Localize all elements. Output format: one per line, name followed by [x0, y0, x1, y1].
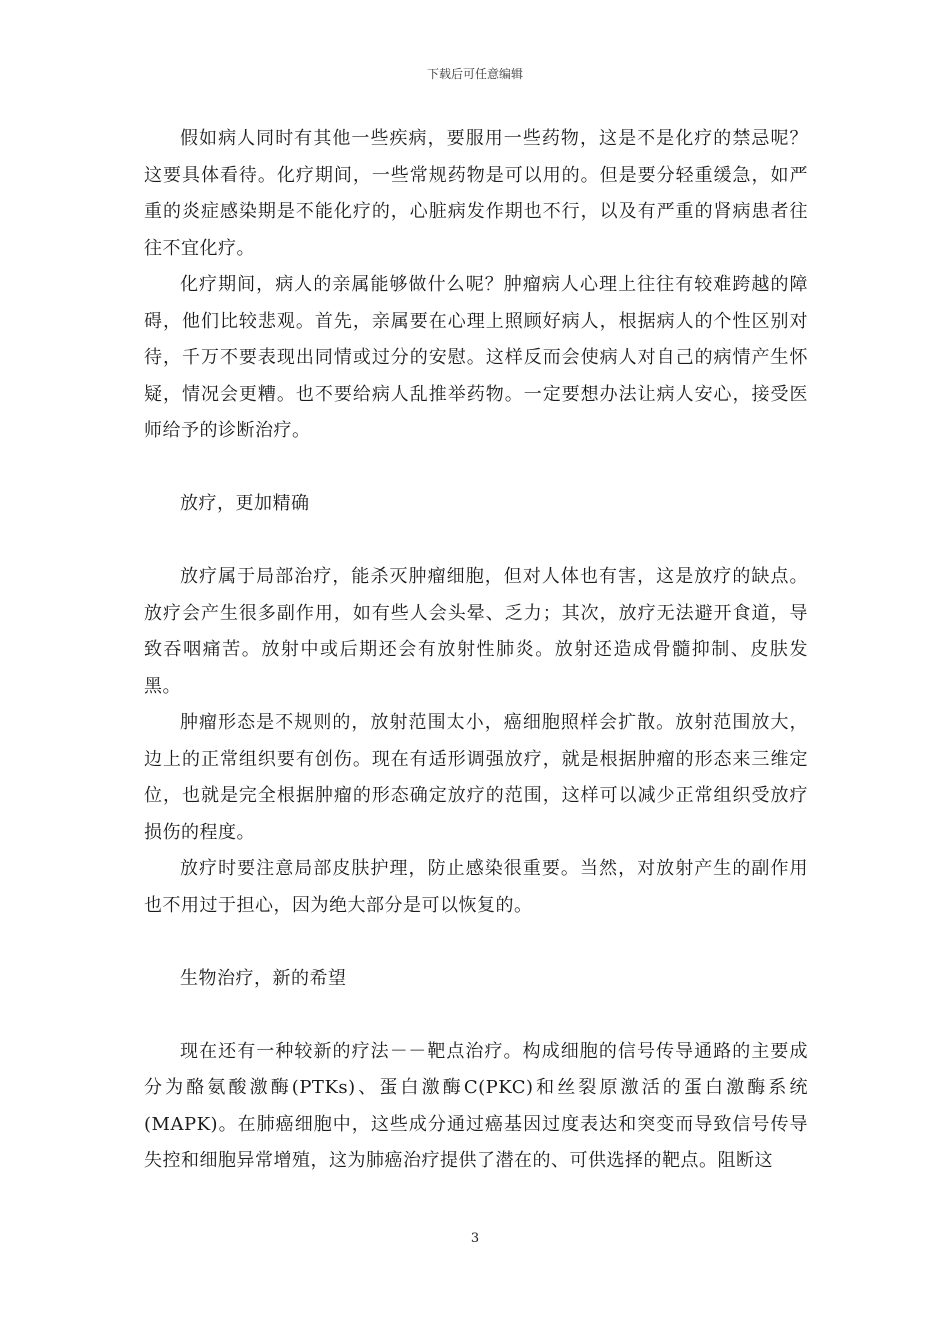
- paragraph-radiotherapy-range: 肿瘤形态是不规则的，放射范围太小，癌细胞照样会扩散。放射范围放大，边上的正常组织要有创伤。现在有适形调强放疗，就是根据肿瘤的形态来三维定位，也就是完全根据肿瘤的形态确定放疗的范围，这样可以减少正常组织受放疗损伤的程度。: [144, 712, 808, 843]
- spacer: [144, 997, 808, 1034]
- spacer: [144, 523, 808, 560]
- page-header: 下载后可任意编辑: [426, 67, 523, 81]
- section-heading-biotherapy: 生物治疗，新的希望: [180, 967, 347, 989]
- paragraph-radiotherapy-skin-care: 放疗时要注意局部皮肤护理，防止感染很重要。当然，对放射产生的副作用也不用过于担心，因为绝大部分是可以恢复的。: [144, 858, 808, 916]
- document-body: [144, 121, 808, 1180]
- paragraph-radiotherapy-side-effects: 放疗属于局部治疗，能杀灭肿瘤细胞，但对人体也有害，这是放疗的缺点。放疗会产生很多副作用，如有些人会头晕、乏力；其次，放疗无法避开食道，导致吞咽痛苦。放射中或后期还会有放射性肺炎。放射还造成骨髓抑制、皮肤发黑。: [144, 566, 808, 697]
- paragraph-targeted-therapy: 现在还有一种较新的疗法－－靶点治疗。构成细胞的信号传导通路的主要成分为酪氨酸激酶(PTKs)、蛋白激酶C(PKC)和丝裂原激活的蛋白激酶系统(MAPK)。在肺癌细胞中，这些成分通过癌基因过度表达和突变而导致信号传导失控和细胞异常增殖，这为肺癌治疗提供了潜在的、可供选择的靶点。阻断这: [144, 1040, 808, 1171]
- spacer: [144, 450, 808, 487]
- paragraph-chemo-contraindications: 假如病人同时有其他一些疾病，要服用一些药物，这是不是化疗的禁忌呢？这要具体看待。化疗期间，一些常规药物是可以用的。但是要分轻重缓急，如严重的炎症感染期是不能化疗的，心脏病发作期也不行，以及有严重的肾病患者往往不宜化疗。: [144, 128, 808, 259]
- paragraph-chemo-family-care: 化疗期间，病人的亲属能够做什么呢？肿瘤病人心理上往往有较难跨越的障碍，他们比较悲观。首先，亲属要在心理上照顾好病人，根据病人的个性区别对待，千万不要表现出同情或过分的安慰。这样反而会使病人对自己的病情产生怀疑，情况会更糟。也不要给病人乱推举药物。一定要想办法让病人安心，接受医师给予的诊断治疗。: [144, 274, 808, 441]
- page-number: 3: [470, 1231, 480, 1246]
- spacer: [144, 924, 808, 961]
- section-heading-radiotherapy: 放疗，更加精确: [180, 493, 310, 514]
